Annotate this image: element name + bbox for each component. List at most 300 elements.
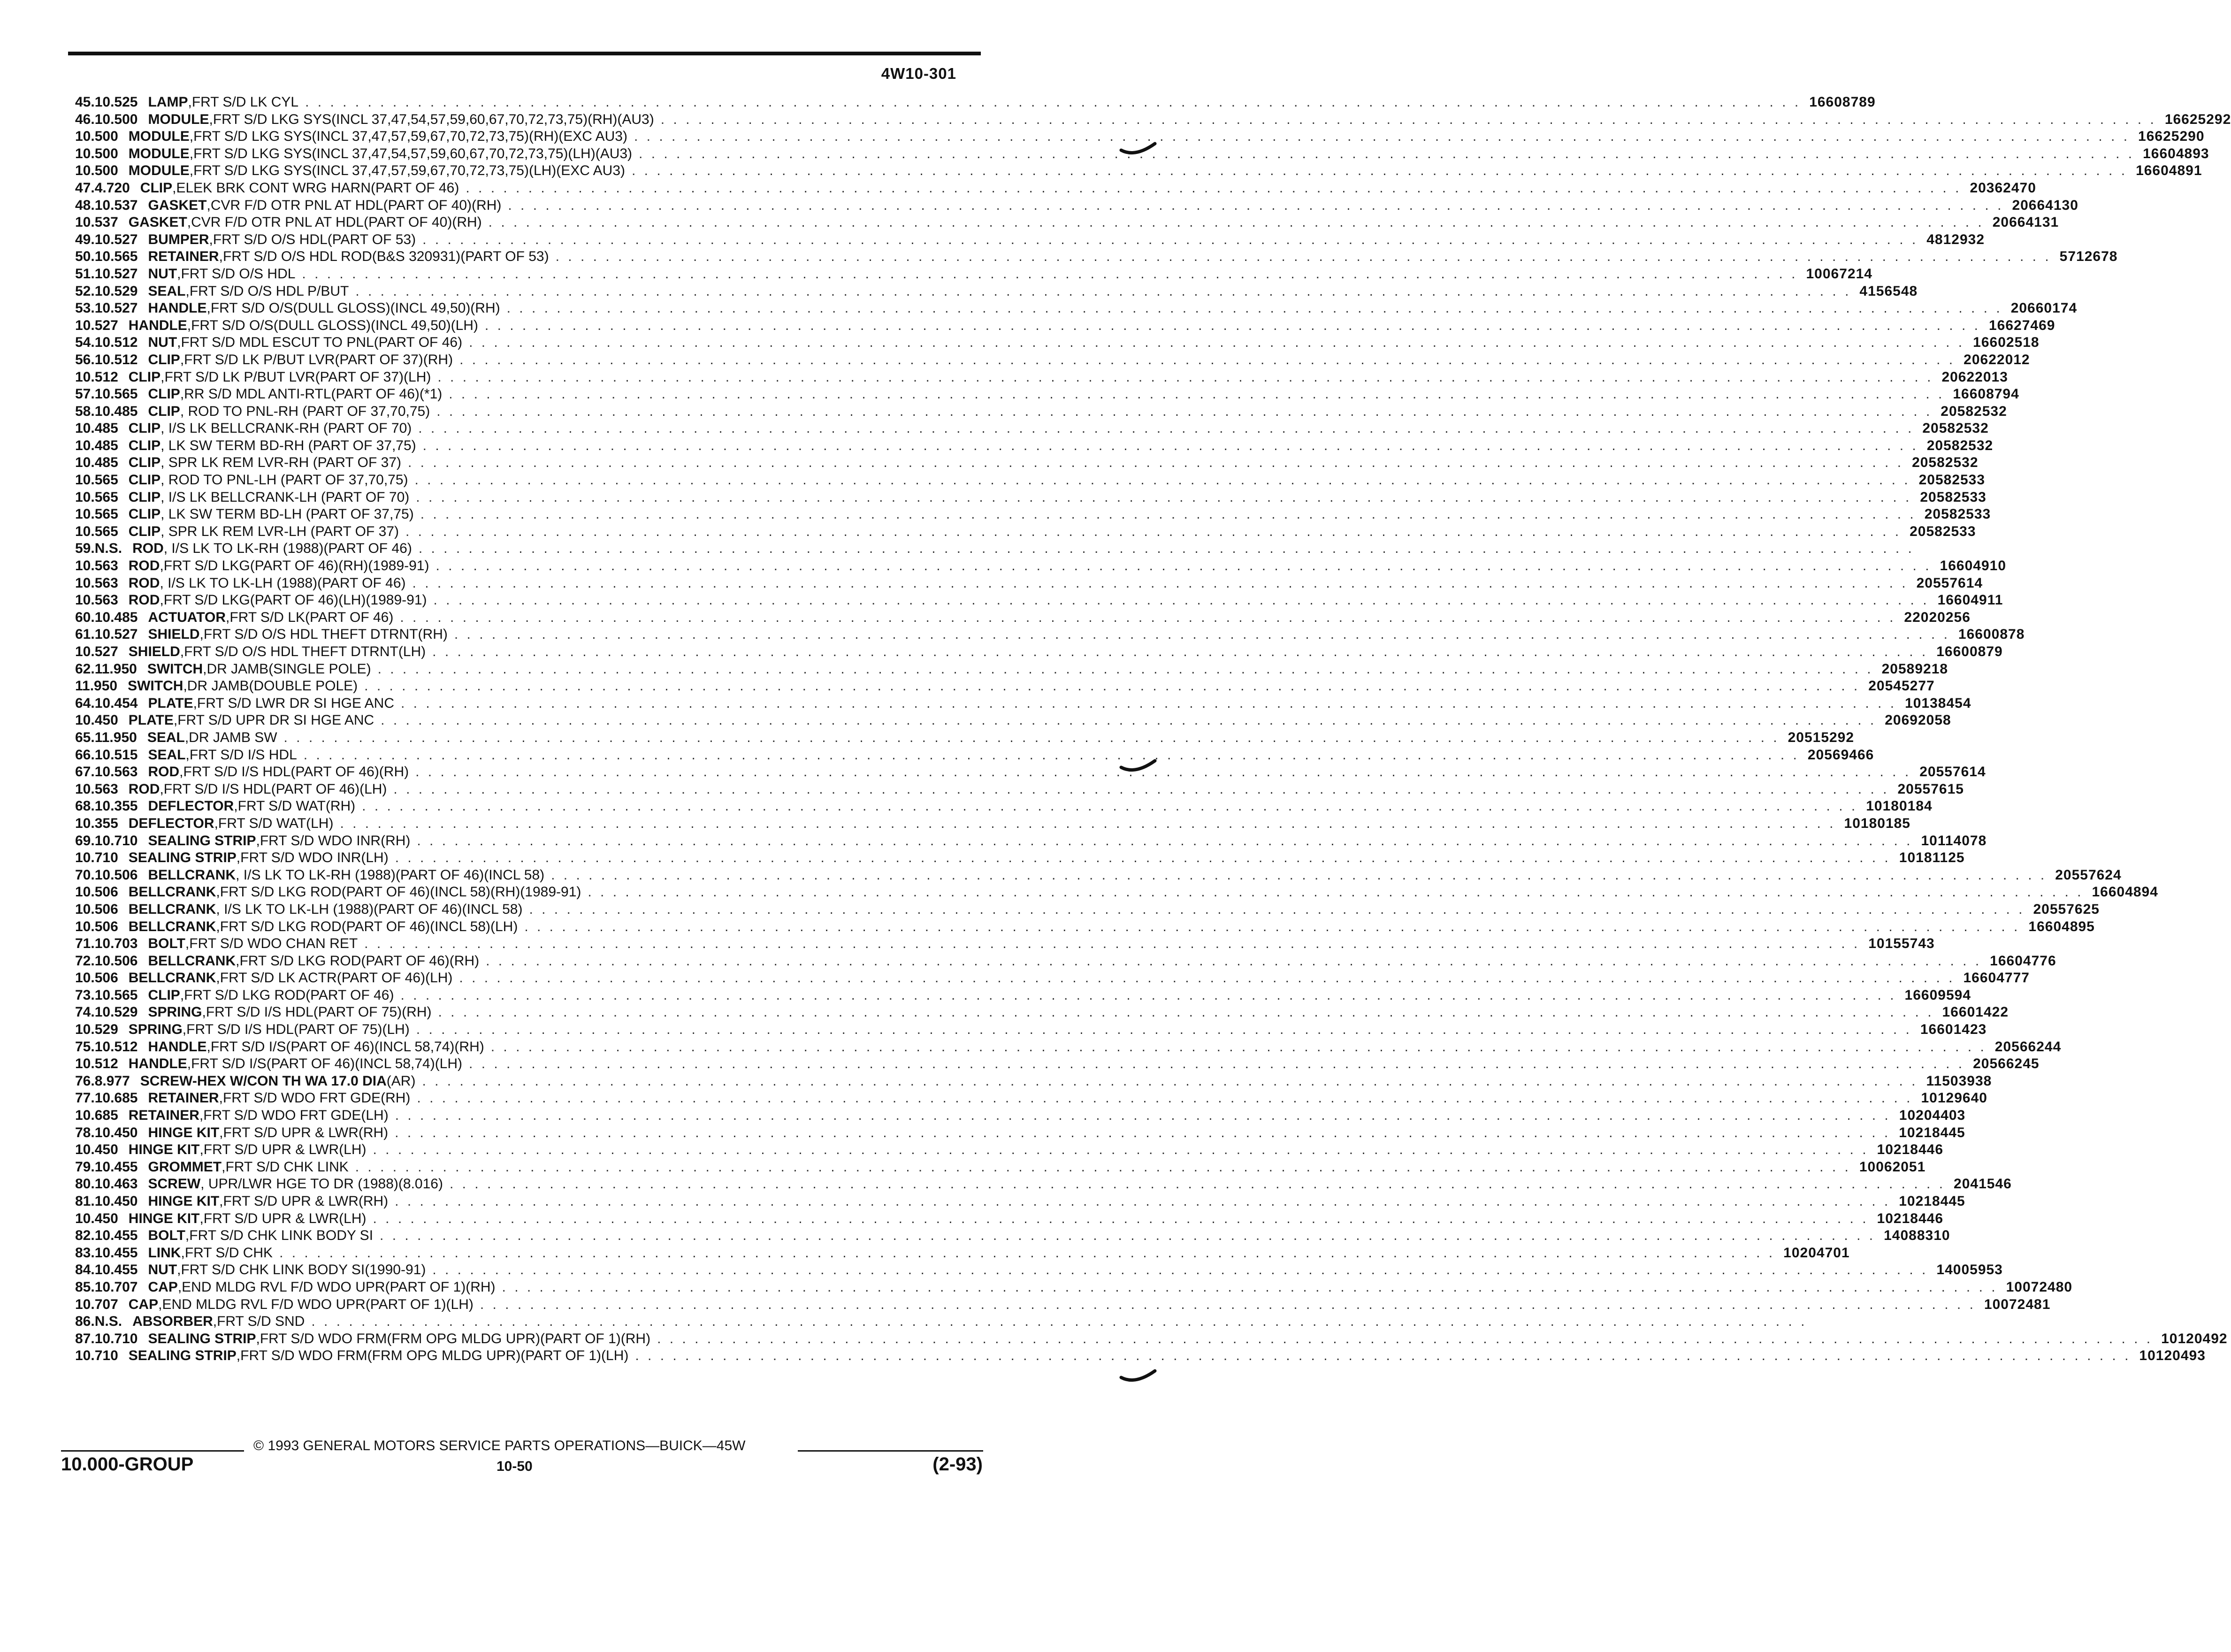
- part-name: HANDLE: [148, 1039, 207, 1055]
- group-number: 10.512: [94, 335, 138, 351]
- leader-dots: . . . . . . . . . . . . . . . . . . . . . . . . . . . . . . . . . . . . . . . . . . . . . . . . . . . . . . . . . . . . . . . . . . . . . . . . . . . . . . . . . . . . . . . . . . . . . . . . . . . . . . . . . . . . . . . . . . . . . . . .: [480, 1296, 1976, 1312]
- table-row: [75, 558, 2007, 575]
- table-row: [75, 815, 1910, 833]
- part-description: [148, 334, 1973, 352]
- part-number: 16604894: [2092, 884, 2158, 900]
- part-name: RETAINER: [148, 1090, 219, 1106]
- leader-dots: . . . . . . . . . . . . . . . . . . . . . . . . . . . . . . . . . . . . . . . . . . . . . . . . . . . . . . . . . . . . . . . . . . . . . . . . . . . . . . . . . . . . . . . . . . . . . . . . . . . . . . . . . . . . . . . . . . . . . . . .: [488, 214, 1984, 230]
- part-number: 20557624: [2055, 867, 2122, 883]
- ref-number: 66.: [75, 747, 95, 763]
- part-detail: ,FRT S/D LK CYL: [188, 94, 299, 110]
- ref-number: 61.: [75, 627, 95, 642]
- part-number: 20566244: [1994, 1039, 2062, 1055]
- leader-dots: . . . . . . . . . . . . . . . . . . . . . . . . . . . . . . . . . . . . . . . . . . . . . . . . . . . . . . . . . . . . . . . . . . . . . . . . . . . . . . . . . . . . . . . . . . . . . . . . . . . . . . . . . . . . . . . . . . . . . . . .: [657, 1331, 2153, 1346]
- leader-dots: . . . . . . . . . . . . . . . . . . . . . . . . . . . . . . . . . . . . . . . . . . . . . . . . . . . . . . . . . . . . . . . . . . . . . . . . . . . . . . . . . . . . . . . . . . . . . . . . . . . . . . . . . . . . . . . . . . . . . . . .: [414, 472, 1910, 488]
- page-number: 10-50: [497, 1459, 533, 1474]
- part-detail: ,FRT S/D UPR DR SI HGE ANC: [173, 712, 374, 728]
- part-description: [148, 197, 2012, 214]
- part-description: [129, 815, 1844, 833]
- group-number: 10.500: [75, 163, 118, 179]
- part-number: 10072480: [2006, 1279, 2073, 1295]
- part-detail: ,FRT S/D I/S HDL(PART OF 46)(LH): [160, 781, 387, 797]
- ref-number: 73.: [75, 987, 95, 1003]
- leader-dots: . . . . . . . . . . . . . . . . . . . . . . . . . . . . . . . . . . . . . . . . . . . . . . . . . . . . . . . . . . . . . . . . . . . . . . . . . . . . . . . . . . . . . . . . . . . . . . . . . . . . . . . . . . . . . . . . . . . . . . . .: [380, 1228, 1876, 1244]
- part-description: [129, 592, 1938, 609]
- part-description: [148, 248, 2059, 266]
- part-description: [148, 1159, 1859, 1176]
- table-row: [75, 1090, 1987, 1107]
- part-description: [129, 369, 1942, 386]
- leader-dots: . . . . . . . . . . . . . . . . . . . . . . . . . . . . . . . . . . . . . . . . . . . . . . . . . . . . . . . . . . . . . . . . . . . . . . . . . . . . . . . . . . . . . . . . . . . . . . . . . . . . . . . . . . . . . . . . . . . . . . . .: [524, 918, 2020, 934]
- part-detail: ,FRT S/D I/S HDL(PART OF 75)(LH): [182, 1022, 410, 1038]
- group-number: 10.703: [94, 936, 138, 952]
- leader-dots: . . . . . . . . . . . . . . . . . . . . . . . . . . . . . . . . . . . . . . . . . . . . . . . . . . . . . . . . . . . . . . . . . . . . . . . . . . . . . . . . . . . . . . . . . . . . . . . . . . . . . . . . . . . . . . . . . . . . . . . .: [395, 1193, 1891, 1209]
- leader-dots: . . . . . . . . . . . . . . . . . . . . . . . . . . . . . . . . . . . . . . . . . . . . . . . . . . . . . . . . . . . . . . . . . . . . . . . . . . . . . . . . . . . . . . . . . . . . . . . . . . . . . . . . . . . . . . . . . . . . . . . .: [400, 609, 1896, 625]
- group-number: 10.565: [75, 523, 118, 539]
- part-detail: ,FRT S/D CHK LINK BODY SI: [185, 1228, 374, 1244]
- part-detail: , LK SW TERM BD-LH (PART OF 37,75): [160, 506, 414, 522]
- part-number: 10180185: [1844, 815, 1910, 831]
- group-number: 10.527: [94, 300, 138, 316]
- group-number: 10.450: [94, 1193, 138, 1209]
- part-detail: ,FRT S/D I/S(PART OF 46)(INCL 58,74)(RH): [206, 1039, 484, 1055]
- part-description: [129, 1347, 2139, 1365]
- part-number: 10204701: [1783, 1245, 1850, 1261]
- part-name: CLIP: [148, 403, 180, 419]
- group-number: 10.565: [75, 489, 118, 505]
- top-rule: [68, 52, 981, 55]
- part-number: 20557625: [2033, 901, 2100, 917]
- group-number: 10.563: [75, 592, 118, 608]
- part-name: ROD: [148, 764, 180, 780]
- group-number: 10.563: [75, 558, 118, 574]
- leader-dots: . . . . . . . . . . . . . . . . . . . . . . . . . . . . . . . . . . . . . . . . . . . . . . . . . . . . . . . . . . . . . . . . . . . . . . . . . . . . . . . . . . . . . . . . . . . . . . . . . . . . . . . . . . . . . . . . . . . . . . . .: [418, 541, 1914, 557]
- table-row: [75, 833, 1987, 850]
- table-row: [75, 1279, 2073, 1296]
- part-detail: (AR): [386, 1073, 416, 1089]
- part-detail: ,FRT S/D LKG SYS(INCL 37,47,54,57,59,60,67,70,72,73,75)(LH)(AU3): [189, 145, 633, 161]
- ref-number: 64.: [75, 695, 95, 711]
- part-description: [129, 712, 1885, 729]
- table-row: [75, 592, 2003, 609]
- part-name: SEAL: [148, 283, 186, 299]
- part-description: [148, 403, 1941, 421]
- part-detail: , I/S LK TO LK-LH (1988)(PART OF 46)(INCL 58): [216, 901, 523, 917]
- part-number: 20622012: [1964, 352, 2030, 367]
- part-name: CLIP: [140, 180, 173, 196]
- table-row: [75, 609, 1971, 627]
- group-number: 10.450: [75, 712, 118, 728]
- table-row: [75, 884, 2158, 901]
- part-name: NUT: [148, 335, 177, 351]
- page-id: 4W10-301: [881, 65, 956, 82]
- part-name: HINGE KIT: [148, 1193, 220, 1209]
- group-number: 10.707: [75, 1296, 118, 1312]
- part-name: PLATE: [128, 712, 174, 728]
- part-number: 20515292: [1788, 729, 1855, 745]
- part-name: DEFLECTOR: [128, 815, 214, 831]
- group-number: 10.450: [75, 1210, 118, 1226]
- part-description: [129, 454, 1912, 472]
- ref-number: 70.: [75, 867, 95, 883]
- part-detail: ,FRT S/D WAT(RH): [234, 798, 356, 814]
- ref-number: 49.: [75, 231, 95, 247]
- part-detail: ,FRT S/D MDL ESCUT TO PNL(PART OF 46): [177, 335, 463, 351]
- part-name: BOLT: [148, 1228, 185, 1244]
- ref-number: 86.: [75, 1314, 95, 1330]
- part-description: [148, 1193, 1899, 1210]
- table-row: [75, 145, 2209, 163]
- part-name: ROD: [128, 781, 160, 797]
- part-detail: , LK SW TERM BD-RH (PART OF 37,75): [160, 437, 416, 453]
- part-detail: ,FRT S/D UPR & LWR(RH): [219, 1124, 389, 1140]
- part-detail: , I/S LK TO LK-RH (1988)(PART OF 46)(INCL 58): [236, 867, 545, 883]
- part-detail: ,FRT S/D LK P/BUT LVR(PART OF 37)(RH): [180, 352, 453, 367]
- part-detail: ,FRT S/D WAT(LH): [214, 815, 334, 831]
- table-row: [75, 1141, 1944, 1159]
- leader-dots: . . . . . . . . . . . . . . . . . . . . . . . . . . . . . . . . . . . . . . . . . . . . . . . . . . . . . . . . . . . . . . . . . . . . . . . . . . . . . . . . . . . . . . . . . . . . . . . . . . . . . . . . . . . . . . . . . . . . . . . .: [340, 815, 1836, 831]
- part-name: SPRING: [148, 1004, 202, 1020]
- part-detail: ,FRT S/D O/S HDL(PART OF 53): [209, 231, 416, 247]
- leader-dots: . . . . . . . . . . . . . . . . . . . . . . . . . . . . . . . . . . . . . . . . . . . . . . . . . . . . . . . . . . . . . . . . . . . . . . . . . . . . . . . . . . . . . . . . . . . . . . . . . . . . . . . . . . . . . . . . . . . . . . . .: [416, 1022, 1912, 1038]
- part-number: 20582532: [1926, 437, 1994, 453]
- leader-dots: . . . . . . . . . . . . . . . . . . . . . . . . . . . . . . . . . . . . . . . . . . . . . . . . . . . . . . . . . . . . . . . . . . . . . . . . . . . . . . . . . . . . . . . . . . . . . . . . . . . . . . . . . . . . . . . . . . . . . . . .: [302, 266, 1798, 282]
- leader-dots: . . . . . . . . . . . . . . . . . . . . . . . . . . . . . . . . . . . . . . . . . . . . . . . . . . . . . . . . . . . . . . . . . . . . . . . . . . . . . . . . . . . . . . . . . . . . . . . . . . . . . . . . . . . . . . . . . . . . . . . .: [395, 1124, 1891, 1140]
- part-name: NUT: [148, 1262, 177, 1278]
- part-number: 16609594: [1904, 987, 1971, 1003]
- leader-dots: . . . . . . . . . . . . . . . . . . . . . . . . . . . . . . . . . . . . . . . . . . . . . . . . . . . . . . . . . . . . . . . . . . . . . . . . . . . . . . . . . . . . . . . . . . . . . . . . . . . . . . . . . . . . . . . . . . . . . . . .: [400, 987, 1896, 1003]
- table-row: [75, 317, 2055, 335]
- group-number: 10.710: [94, 1331, 138, 1346]
- margin-check-mark-2: [1119, 758, 1157, 777]
- ref-number: 84.: [75, 1262, 95, 1278]
- part-detail: , SPR LK REM LVR-RH (PART OF 37): [160, 455, 401, 471]
- group-number: 10.512: [94, 1039, 138, 1055]
- table-row: [75, 334, 2040, 352]
- part-number: 16604895: [2028, 918, 2095, 934]
- part-detail: ,DR JAMB(DOUBLE POLE): [183, 678, 358, 694]
- part-detail: ,FRT S/D LKG ROD(PART OF 46)(INCL 58)(LH): [216, 918, 518, 934]
- leader-dots: . . . . . . . . . . . . . . . . . . . . . . . . . . . . . . . . . . . . . . . . . . . . . . . . . . . . . . . . . . . . . . . . . . . . . . . . . . . . . . . . . . . . . . . . . . . . . . . . . . . . . . . . . . . . . . . . . . . . . . . .: [415, 764, 1911, 780]
- ref-number: 69.: [75, 833, 95, 849]
- part-description: [148, 352, 1964, 369]
- leader-dots: . . . . . . . . . . . . . . . . . . . . . . . . . . . . . . . . . . . . . . . . . . . . . . . . . . . . . . . . . . . . . . . . . . . . . . . . . . . . . . . . . . . . . . . . . . . . . . . . . . . . . . . . . . . . . . . . . . . . . . . .: [395, 850, 1891, 866]
- table-row: [75, 1331, 2228, 1348]
- group-number: 10.529: [94, 283, 138, 299]
- part-description: [132, 1313, 1815, 1331]
- table-row: [75, 420, 1989, 437]
- group-number: 10.537: [75, 214, 118, 230]
- leader-dots: . . . . . . . . . . . . . . . . . . . . . . . . . . . . . . . . . . . . . . . . . . . . . . . . . . . . . . . . . . . . . . . . . . . . . . . . . . . . . . . . . . . . . . . . . . . . . . . . . . . . . . . . . . . . . . . . . . . . . . . .: [420, 506, 1916, 522]
- part-detail: ,FRT S/D LK ACTR(PART OF 46)(LH): [216, 970, 453, 986]
- part-description: [148, 1124, 1899, 1142]
- part-detail: ,FRT S/D WDO FRT GDE(LH): [199, 1108, 389, 1124]
- part-number: 20569466: [1807, 747, 1874, 763]
- part-description: [129, 437, 1927, 455]
- part-description: [148, 1279, 2006, 1296]
- ref-number: 52.: [75, 283, 95, 299]
- group-number: 10.506: [75, 970, 118, 986]
- part-name: ROD: [132, 541, 164, 557]
- part-number: 20582532: [1941, 403, 2007, 419]
- margin-check-mark-1: [1119, 141, 1157, 160]
- part-number: 10181125: [1899, 850, 1965, 866]
- leader-dots: . . . . . . . . . . . . . . . . . . . . . . . . . . . . . . . . . . . . . . . . . . . . . . . . . . . . . . . . . . . . . . . . . . . . . . . . . . . . . . . . . . . . . . . . . . . . . . . . . . . . . . . . . . . . . . . . . . . . . . . .: [486, 953, 1982, 969]
- part-description: [128, 678, 1868, 695]
- part-description: [129, 317, 1989, 335]
- leader-dots: . . . . . . . . . . . . . . . . . . . . . . . . . . . . . . . . . . . . . . . . . . . . . . . . . . . . . . . . . . . . . . . . . . . . . . . . . . . . . . . . . . . . . . . . . . . . . . . . . . . . . . . . . . . . . . . . . . . . . . . .: [449, 1176, 1946, 1192]
- table-row: [75, 197, 2078, 214]
- part-description: [129, 1107, 1899, 1124]
- part-name: SEALING STRIP: [148, 1331, 256, 1346]
- part-name: SCREW-HEX W/CON TH WA 17.0 DIA: [140, 1073, 387, 1089]
- ref-number: 57.: [75, 386, 95, 402]
- part-number: 16625292: [2164, 111, 2231, 127]
- table-row: [75, 472, 1986, 489]
- part-detail: ,FRT S/D O/S HDL: [177, 266, 296, 282]
- part-number: 20664130: [2012, 197, 2078, 213]
- part-description: [148, 94, 1809, 111]
- leader-dots: . . . . . . . . . . . . . . . . . . . . . . . . . . . . . . . . . . . . . . . . . . . . . . . . . . . . . . . . . . . . . . . . . . . . . . . . . . . . . . . . . . . . . . . . . . . . . . . . . . . . . . . . . . . . . . . . . . . . . . . .: [401, 695, 1897, 711]
- group-number: 10.565: [94, 386, 138, 402]
- part-detail: ,FRT S/D LK(PART OF 46): [226, 609, 394, 625]
- leader-dots: . . . . . . . . . . . . . . . . . . . . . . . . . . . . . . . . . . . . . . . . . . . . . . . . . . . . . . . . . . . . . . . . . . . . . . . . . . . . . . . . . . . . . . . . . . . . . . . . . . . . . . . . . . . . . . . . . . . . . . . .: [639, 145, 2135, 161]
- leader-dots: . . . . . . . . . . . . . . . . . . . . . . . . . . . . . . . . . . . . . . . . . . . . . . . . . . . . . . . . . . . . . . . . . . . . . . . . . . . . . . . . . . . . . . . . . . . . . . . . . . . . . . . . . . . . . . . . . . . . . . . .: [502, 1279, 1998, 1295]
- part-name: PLATE: [148, 695, 193, 711]
- part-description: [148, 1004, 1942, 1021]
- footer-rule-right: [798, 1450, 983, 1452]
- table-row: [75, 661, 1948, 678]
- part-name: BELLCRANK: [148, 953, 236, 969]
- part-number: 20557614: [1916, 575, 1983, 591]
- table-row: [75, 266, 1872, 283]
- part-description: [147, 729, 1788, 747]
- leader-dots: . . . . . . . . . . . . . . . . . . . . . . . . . . . . . . . . . . . . . . . . . . . . . . . . . . . . . . . . . . . . . . . . . . . . . . . . . . . . . . . . . . . . . . . . . . . . . . . . . . . . . . . . . . . . . . . . . . . . . . . .: [437, 369, 1933, 385]
- part-number: 20582533: [1924, 506, 1991, 522]
- ref-number: 80.: [75, 1176, 95, 1192]
- table-row: [75, 1039, 2062, 1056]
- part-number: 10114078: [1921, 833, 1987, 849]
- part-detail: ,FRT S/D LK P/BUT LVR(PART OF 37)(LH): [160, 369, 431, 385]
- group-number: 10.485: [75, 421, 118, 436]
- part-name: SWITCH: [128, 678, 183, 694]
- part-detail: ,FRT S/D I/S HDL(PART OF 75)(RH): [202, 1004, 432, 1020]
- group-number: 10.527: [75, 644, 118, 659]
- part-description: [148, 798, 1866, 815]
- part-number: 4812932: [1926, 231, 1985, 247]
- table-row: [75, 764, 1986, 781]
- part-description: [148, 111, 2164, 129]
- part-description: [129, 781, 1898, 798]
- part-detail: ,DR JAMB(SINGLE POLE): [203, 661, 371, 677]
- table-row: [75, 214, 2059, 231]
- part-detail: ,FRT S/D WDO FRM(FRM OPG MLDG UPR)(PART OF 1)(LH): [236, 1348, 629, 1364]
- part-number: 16608789: [1809, 94, 1876, 110]
- group-number: 10.527: [94, 231, 138, 247]
- part-name: BOLT: [148, 936, 185, 952]
- part-description: [148, 764, 1919, 781]
- group-number: 10.707: [94, 1279, 138, 1295]
- leader-dots: . . . . . . . . . . . . . . . . . . . . . . . . . . . . . . . . . . . . . . . . . . . . . . . . . . . . . . . . . . . . . . . . . . . . . . . . . . . . . . . . . . . . . . . . . . . . . . . . . . . . . . . . . . . . . . . . . . . . . . . .: [490, 1039, 1987, 1055]
- part-name: SEALING STRIP: [148, 833, 256, 849]
- part-description: [129, 558, 1940, 575]
- leader-dots: . . . . . . . . . . . . . . . . . . . . . . . . . . . . . . . . . . . . . . . . . . . . . . . . . . . . . . . . . . . . . . . . . . . . . . . . . . . . . . . . . . . . . . . . . . . . . . . . . . . . . . . . . . . . . . . . . . . . . . . .: [436, 558, 1932, 574]
- part-detail: ,FRT S/D WDO FRT GDE(RH): [219, 1090, 411, 1106]
- part-description: [129, 162, 2136, 180]
- part-name: MODULE: [128, 145, 190, 161]
- ref-number: 76.: [75, 1073, 95, 1089]
- part-description: [148, 1262, 1936, 1279]
- part-number: 20622013: [1941, 369, 2008, 385]
- leader-dots: . . . . . . . . . . . . . . . . . . . . . . . . . . . . . . . . . . . . . . . . . . . . . . . . . . . . . . . . . . . . . . . . . . . . . . . . . . . . . . . . . . . . . . . . . . . . . . . . . . . . . . . . . . . . . . . . . . . . . . . .: [529, 901, 2025, 917]
- group-number: 10.710: [94, 833, 138, 849]
- part-detail: ,FRT S/D UPR & LWR(LH): [199, 1210, 367, 1226]
- part-detail: ,DR JAMB SW: [184, 729, 277, 745]
- part-name: DEFLECTOR: [148, 798, 234, 814]
- part-name: CLIP: [128, 523, 161, 539]
- part-number: 20692058: [1885, 712, 1951, 728]
- part-description: [129, 1021, 1920, 1039]
- part-detail: ,FRT S/D O/S HDL ROD(B&S 320931)(PART OF 53): [219, 249, 549, 265]
- part-detail: ,FRT S/D UPR & LWR(LH): [199, 1142, 367, 1158]
- table-row: [75, 626, 2025, 643]
- table-row: [75, 678, 1935, 695]
- part-name: CLIP: [148, 386, 180, 402]
- leader-dots: . . . . . . . . . . . . . . . . . . . . . . . . . . . . . . . . . . . . . . . . . . . . . . . . . . . . . . . . . . . . . . . . . . . . . . . . . . . . . . . . . . . . . . . . . . . . . . . . . . . . . . . . . . . . . . . . . . . . . . . .: [508, 197, 2004, 213]
- part-number: 10072481: [1984, 1296, 2051, 1312]
- leader-dots: . . . . . . . . . . . . . . . . . . . . . . . . . . . . . . . . . . . . . . . . . . . . . . . . . . . . . . . . . . . . . . . . . . . . . . . . . . . . . . . . . . . . . . . . . . . . . . . . . . . . . . . . . . . . . . . . . . . . . . . .: [283, 729, 1780, 745]
- leader-dots: . . . . . . . . . . . . . . . . . . . . . . . . . . . . . . . . . . . . . . . . . . . . . . . . . . . . . . . . . . . . . . . . . . . . . . . . . . . . . . . . . . . . . . . . . . . . . . . . . . . . . . . . . . . . . . . . . . . . . . . .: [449, 386, 1945, 402]
- part-number: 16604777: [1963, 970, 2030, 986]
- group-number: 10.512: [75, 369, 118, 385]
- part-number: 20362470: [1970, 180, 2036, 196]
- part-name: SEALING STRIP: [128, 1348, 237, 1364]
- part-name: ACTUATOR: [148, 609, 226, 625]
- part-description: [148, 386, 1953, 403]
- table-row: [75, 1073, 1992, 1090]
- group-number: 10.355: [75, 815, 118, 831]
- part-number: 16604891: [2136, 163, 2202, 179]
- part-number: 2041546: [1954, 1176, 2012, 1192]
- part-detail: ,END MLDG RVL F/D WDO UPR(PART OF 1)(RH): [177, 1279, 496, 1295]
- part-description: [148, 300, 2010, 317]
- group-number: 10.450: [94, 1124, 138, 1140]
- ref-number: 62.: [75, 661, 95, 677]
- group-number: 10.685: [94, 1090, 138, 1106]
- part-description: [129, 506, 1925, 523]
- group-number: 10.455: [94, 1245, 138, 1261]
- part-description: [148, 1331, 2161, 1348]
- revision-date: (2-93): [932, 1454, 983, 1475]
- group-number: 10.485: [75, 455, 118, 471]
- leader-dots: . . . . . . . . . . . . . . . . . . . . . . . . . . . . . . . . . . . . . . . . . . . . . . . . . . . . . . . . . . . . . . . . . . . . . . . . . . . . . . . . . . . . . . . . . . . . . . . . . . . . . . . . . . . . . . . . . . . . . . . .: [459, 352, 1956, 367]
- group-number: 11.950: [75, 678, 118, 694]
- part-detail: , ROD TO PNL-LH (PART OF 37,70,75): [160, 472, 408, 488]
- part-name: CLIP: [128, 437, 161, 453]
- table-row: [75, 352, 2030, 369]
- leader-dots: . . . . . . . . . . . . . . . . . . . . . . . . . . . . . . . . . . . . . . . . . . . . . . . . . . . . . . . . . . . . . . . . . . . . . . . . . . . . . . . . . . . . . . . . . . . . . . . . . . . . . . . . . . . . . . . . . . . . . . . .: [405, 523, 1902, 539]
- table-row: [75, 1245, 1850, 1262]
- ref-number: 78.: [75, 1124, 95, 1140]
- part-number: 10218445: [1899, 1193, 1965, 1209]
- part-number: 10218445: [1899, 1124, 1965, 1140]
- part-name: CLIP: [128, 455, 161, 471]
- part-detail: ,FRT S/D O/S(DULL GLOSS)(INCL 49,50)(LH): [187, 317, 478, 333]
- table-row: [75, 729, 1855, 747]
- part-description: [129, 901, 2033, 918]
- group-number: 10.450: [75, 1142, 118, 1158]
- group-number: 10.527: [94, 627, 138, 642]
- group-number: 10.500: [75, 129, 118, 145]
- group-number: 10.485: [75, 437, 118, 453]
- table-row: [75, 128, 2205, 145]
- part-number: 16600879: [1936, 644, 2003, 659]
- group-number: 10.512: [94, 352, 138, 367]
- table-row: [75, 403, 2007, 421]
- table-row: [75, 386, 2019, 403]
- leader-dots: . . . . . . . . . . . . . . . . . . . . . . . . . . . . . . . . . . . . . . . . . . . . . . . . . . . . . . . . . . . . . . . . . . . . . . . . . . . . . . . . . . . . . . . . . . . . . . . . . . . . . . . . . . . . . . . . . . . . . . . .: [418, 421, 1914, 436]
- table-row: [75, 231, 1985, 249]
- group-number: 10.525: [94, 94, 138, 110]
- part-detail: , UPR/LWR HGE TO DR (1988)(8.016): [200, 1176, 443, 1192]
- part-name: BELLCRANK: [148, 867, 236, 883]
- part-detail: ,FRT S/D I/S HDL: [185, 747, 297, 763]
- part-description: [129, 643, 1936, 661]
- table-row: [75, 695, 1971, 712]
- part-description: [148, 1176, 1954, 1193]
- group-number: 10.506: [75, 918, 118, 934]
- part-name: SEALING STRIP: [128, 850, 237, 866]
- table-row: [75, 300, 2078, 317]
- part-detail: ,FRT S/D UPR & LWR(RH): [219, 1193, 389, 1209]
- ref-number: 58.: [75, 403, 95, 419]
- part-number: 16600878: [1958, 627, 2025, 642]
- ref-number: 67.: [75, 764, 95, 780]
- leader-dots: . . . . . . . . . . . . . . . . . . . . . . . . . . . . . . . . . . . . . . . . . . . . . . . . . . . . . . . . . . . . . . . . . . . . . . . . . . . . . . . . . . . . . . . . . . . . . . . . . . . . . . . . . . . . . . . . . . . . . . . .: [373, 1210, 1869, 1226]
- leader-dots: . . . . . . . . . . . . . . . . . . . . . . . . . . . . . . . . . . . . . . . . . . . . . . . . . . . . . . . . . . . . . . . . . . . . . . . . . . . . . . . . . . . . . . . . . . . . . . . . . . . . . . . . . . . . . . . . . . . . . . . .: [311, 1314, 1807, 1330]
- part-description: [148, 1090, 1921, 1107]
- part-name: CLIP: [128, 472, 161, 488]
- leader-dots: . . . . . . . . . . . . . . . . . . . . . . . . . . . . . . . . . . . . . . . . . . . . . . . . . . . . . . . . . . . . . . . . . . . . . . . . . . . . . . . . . . . . . . . . . . . . . . . . . . . . . . . . . . . . . . . . . . . . . . . .: [588, 884, 2084, 900]
- part-number: 10218446: [1877, 1210, 1944, 1226]
- part-number: 16604776: [1990, 953, 2056, 969]
- group-number: N.S.: [94, 1314, 122, 1330]
- part-description: [148, 626, 1958, 643]
- part-detail: ,FRT S/D LKG(PART OF 46)(LH)(1989-91): [160, 592, 427, 608]
- part-detail: ,FRT S/D SND: [213, 1314, 305, 1330]
- part-name: BELLCRANK: [128, 970, 216, 986]
- part-detail: , SPR LK REM LVR-LH (PART OF 37): [160, 523, 399, 539]
- part-name: HANDLE: [128, 317, 187, 333]
- group-number: 10.565: [94, 249, 138, 265]
- table-row: [75, 162, 2202, 180]
- leader-dots: . . . . . . . . . . . . . . . . . . . . . . . . . . . . . . . . . . . . . . . . . . . . . . . . . . . . . . . . . . . . . . . . . . . . . . . . . . . . . . . . . . . . . . . . . . . . . . . . . . . . . . . . . . . . . . . . . . . . . . . .: [373, 1142, 1869, 1158]
- part-name: ROD: [128, 575, 160, 591]
- ref-number: 77.: [75, 1090, 95, 1106]
- part-detail: ,FRT S/D I/S HDL(PART OF 46)(RH): [179, 764, 409, 780]
- part-description: [148, 231, 1926, 249]
- group-number: 10.685: [75, 1108, 118, 1124]
- part-number: 10062051: [1859, 1159, 1926, 1175]
- part-detail: ,FRT S/D O/S HDL THEFT DTRNT(RH): [199, 627, 448, 642]
- table-row: [75, 575, 1983, 592]
- group-number: 10.563: [75, 781, 118, 797]
- leader-dots: . . . . . . . . . . . . . . . . . . . . . . . . . . . . . . . . . . . . . . . . . . . . . . . . . . . . . . . . . . . . . . . . . . . . . . . . . . . . . . . . . . . . . . . . . . . . . . . . . . . . . . . . . . . . . . . . . . . . . . . .: [364, 936, 1860, 952]
- leader-dots: . . . . . . . . . . . . . . . . . . . . . . . . . . . . . . . . . . . . . . . . . . . . . . . . . . . . . . . . . . . . . . . . . . . . . . . . . . . . . . . . . . . . . . . . . . . . . . . . . . . . . . . . . . . . . . . . . . . . . . . .: [438, 1004, 1934, 1020]
- ref-number: 47.: [75, 180, 95, 196]
- group-number: 10.515: [94, 747, 138, 763]
- leader-dots: . . . . . . . . . . . . . . . . . . . . . . . . . . . . . . . . . . . . . . . . . . . . . . . . . . . . . . . . . . . . . . . . . . . . . . . . . . . . . . . . . . . . . . . . . . . . . . . . . . . . . . . . . . . . . . . . . . . . . . . .: [381, 712, 1877, 728]
